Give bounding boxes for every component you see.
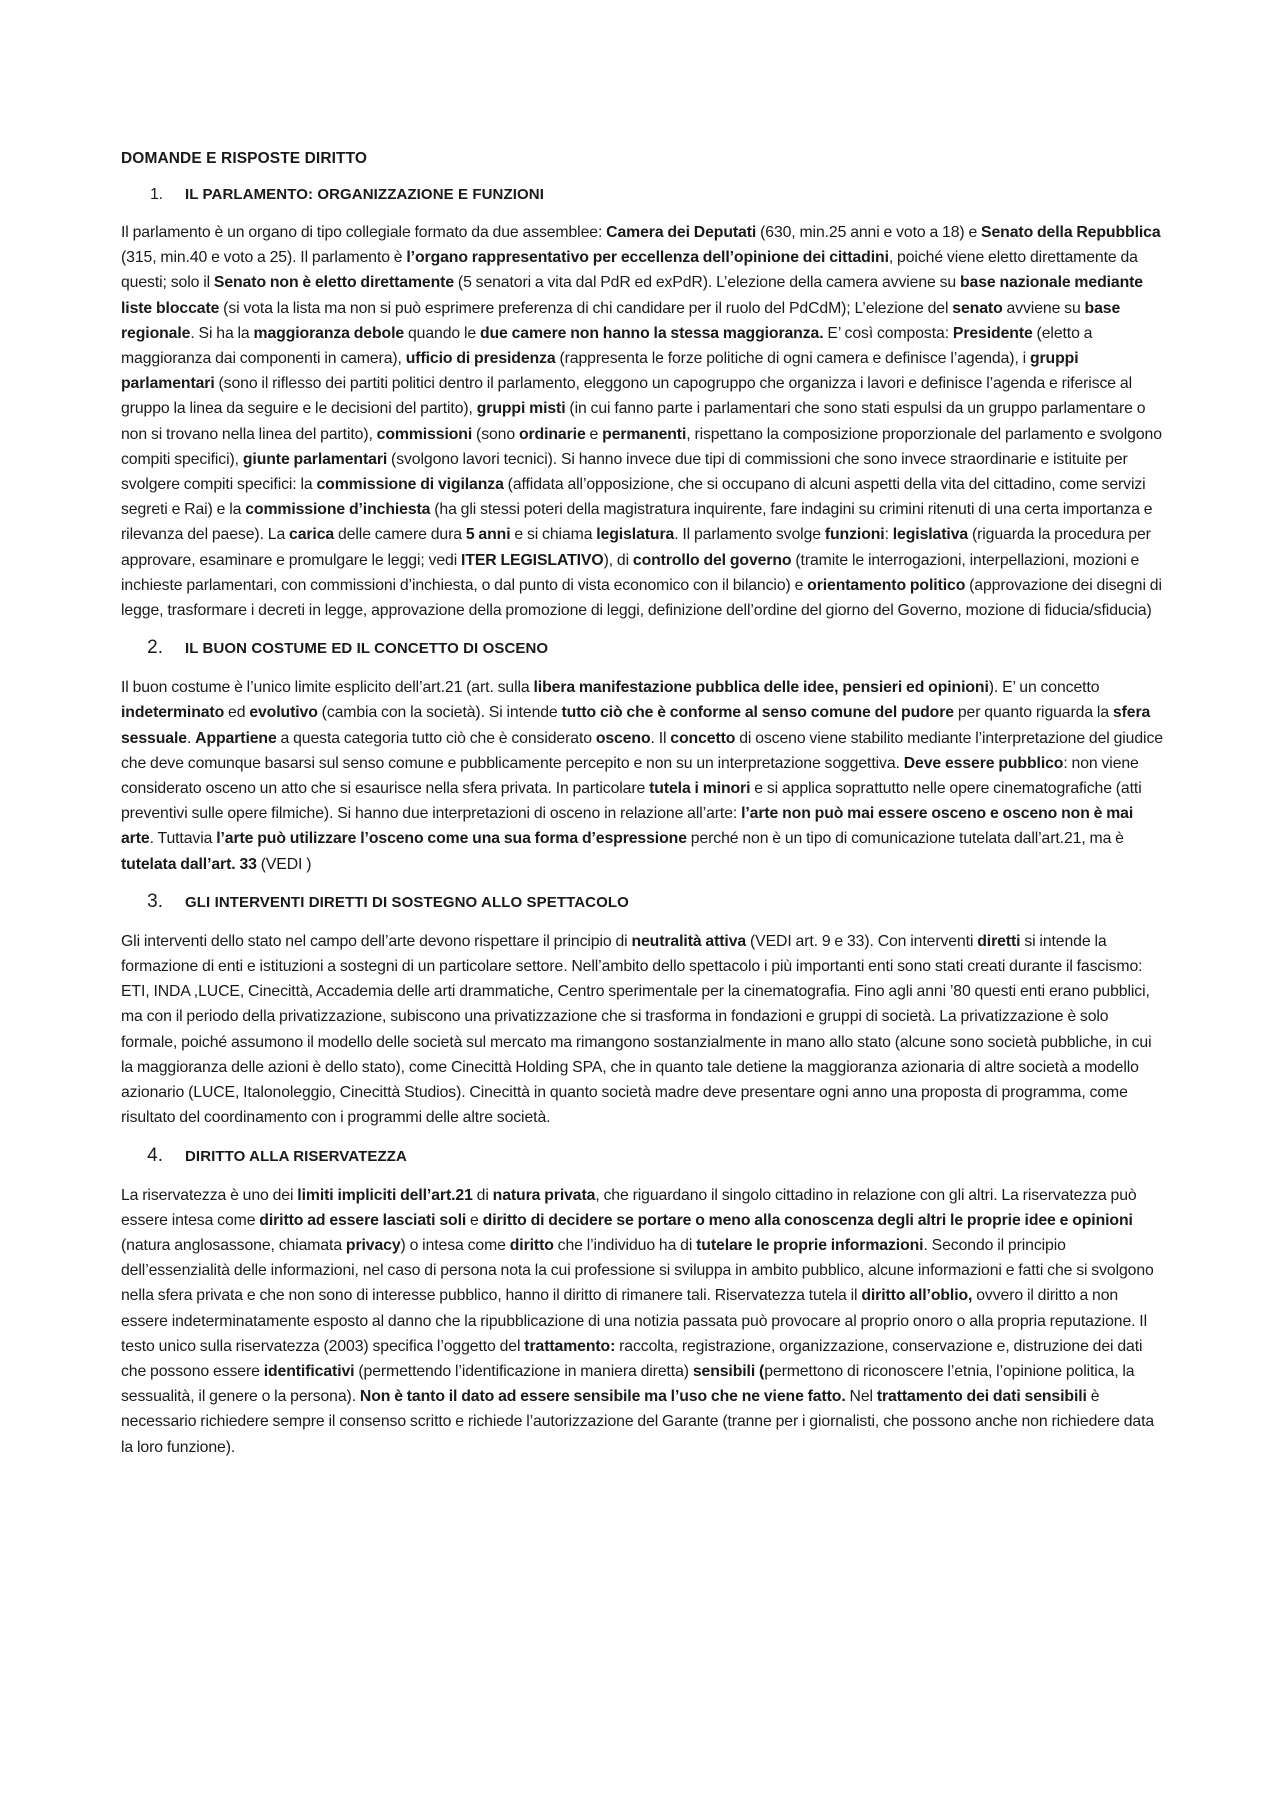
bold-text-run: gruppi parlamentari xyxy=(121,350,1079,393)
section-paragraph xyxy=(121,675,1164,877)
bold-text-run: diretti xyxy=(977,932,1021,950)
text-run: (cambia con la società). Si intende xyxy=(317,704,562,722)
text-run: , che riguardano il singolo cittadino in relazione con gli altri. La riservatezza può essere intesa come xyxy=(121,1186,1137,1229)
bold-text-run: senato xyxy=(952,299,1003,317)
bold-text-run: sensibili ( xyxy=(692,1362,765,1380)
text-run: è necessario richiedere sempre il consenso scritto e richiede l’autorizzazione del Garante (tranne per i giornalisti, che possono anche non richiedere data la loro funzione). xyxy=(121,1388,1155,1456)
text-run: per quanto riguarda la xyxy=(953,704,1113,722)
bold-text-run: ITER LEGISLATIVO xyxy=(461,551,604,569)
text-run: permettono di riconoscere l’etnia, l’opinione politica, la sessualità, il genere o la persona). xyxy=(121,1362,1135,1406)
text-run: (eletto a maggioranza dai componenti in camera), xyxy=(121,324,1093,368)
text-run: E’ così composta: xyxy=(823,324,953,342)
section-heading-4 xyxy=(121,1145,1164,1167)
bold-text-run: trattamento: xyxy=(524,1337,616,1355)
bold-text-run: ufficio di presidenza xyxy=(405,350,556,368)
text-run: e si applica soprattutto nelle opere cinematografiche (atti preventivi sulle opere filmiche). Si hanno due interpretazioni di osceno in relazione all’arte: xyxy=(121,780,1142,823)
bold-text-run: indeterminato xyxy=(121,704,225,722)
text-run: . Il xyxy=(650,729,671,747)
bold-text-run: l’arte non può mai essere osceno e osceno non è mai arte xyxy=(121,805,1134,848)
text-run: si intende la formazione di enti e istituzioni a sostegni di un particolare settore. Nell’ambito dello spettacolo i più importanti enti sono stati creati durante il fascismo: ETI, INDA ,LUCE, Cinecittà, Accademia delle arti drammatiche, Centro sperimentale per la cinematografia. Fino agli anni ’80 questi enti erano pubblici, ma con il periodo della privatizzazione, subiscono una privatizzazione che si trasforma in fondazioni e gruppi di società. La privatizzazione è solo formale, poiché assumono il modello delle società sul mercato ma rimangono sostanzialmente in mano allo stato (alcune sono società pubbliche, in cui la maggioranza delle azioni è dello stato), come Cinecittà Holding SPA, che in quanto tale detiene la maggioranza azionaria di altre società a modello azionario (LUCE, Italonoleggio, Cinecittà Studios). Cinecittà in quanto società madre deve presentare ogni anno una proposta di programma, come risultato del coordinamento con i programmi delle altre società. xyxy=(121,932,1152,1127)
text-run: ) o intesa come xyxy=(400,1236,510,1254)
section-title: GLI INTERVENTI DIRETTI DI SOSTEGNO ALLO SPETTACOLO xyxy=(185,893,629,911)
section-paragraph xyxy=(121,1183,1164,1460)
bold-text-run: commissioni xyxy=(376,425,473,443)
text-run: e xyxy=(585,425,603,443)
text-run: : xyxy=(884,526,893,544)
text-run: (permettendo l’identificazione in maniera diretta) xyxy=(354,1362,693,1380)
text-run: (affidata all’opposizione, che si occupano di alcuni aspetti della vita del cittadino, come servizi segreti e Rai) e la xyxy=(121,476,1146,519)
bold-text-run: concetto xyxy=(670,729,736,747)
text-run: (VEDI ) xyxy=(256,855,312,873)
bold-text-run: Deve essere pubblico xyxy=(903,754,1064,772)
text-run: . Il parlamento svolge xyxy=(674,526,825,544)
section-number: 3. xyxy=(147,890,163,912)
bold-text-run: identificativi xyxy=(263,1362,355,1380)
text-run: quando le xyxy=(404,324,480,342)
bold-text-run: diritto all’oblio, xyxy=(861,1287,973,1305)
text-run: perché non è un tipo di comunicazione tutelata dall’art.21, ma è xyxy=(686,830,1124,848)
bold-text-run: commissione d’inchiesta xyxy=(245,501,431,519)
text-run: e si chiama xyxy=(510,526,597,544)
text-run: raccolta, registrazione, organizzazione, conservazione e, distruzione dei dati che possono essere xyxy=(121,1337,1143,1380)
bold-text-run: Senato della Repubblica xyxy=(981,224,1161,241)
document-title: DOMANDE E RISPOSTE DIRITTO xyxy=(121,150,368,167)
section-number: 1. xyxy=(150,186,163,203)
bold-text-run: carica xyxy=(289,526,335,544)
text-run: (315, min.40 e voto a 25). Il parlamento è xyxy=(121,249,407,267)
bold-text-run: tutelare le proprie informazioni xyxy=(696,1236,924,1254)
text-run: (sono xyxy=(472,425,519,443)
text-run: (tramite le interrogazioni, interpellazioni, mozioni e inchieste parlamentari, con commissioni d’inchiesta, o dal punto di vista economico con il bilancio) e xyxy=(121,551,1140,594)
bold-text-run: Presidente xyxy=(952,324,1033,342)
bold-text-run: evolutivo xyxy=(249,704,318,722)
bold-text-run: maggioranza debole xyxy=(253,324,405,342)
text-run: ), di xyxy=(603,551,633,569)
bold-text-run: tutelata dall’art. 33 xyxy=(121,855,257,873)
section-title: IL BUON COSTUME ED IL CONCETTO DI OSCENO xyxy=(185,640,549,658)
text-run: Gli interventi dello stato nel campo dell’arte devono rispettare il principio di xyxy=(121,932,632,950)
text-run: . Si ha la xyxy=(190,324,254,342)
bold-text-run: due camere non hanno la stessa maggioranza. xyxy=(479,324,824,342)
bold-text-run: sfera sessuale xyxy=(121,704,1151,747)
text-run: e xyxy=(466,1211,483,1229)
section-title: DIRITTO ALLA RISERVATEZZA xyxy=(185,1147,407,1165)
bold-text-run: libera manifestazione pubblica delle idee, pensieri ed opinioni xyxy=(533,679,989,697)
bold-text-run: trattamento dei dati sensibili xyxy=(876,1388,1087,1406)
section-paragraph xyxy=(121,220,1164,623)
text-run: ed xyxy=(224,704,250,722)
text-run: (svolgono lavori tecnici). Si hanno invece due tipi di commissioni che sono invece straordinarie e istituite per svolgere compiti specifici: la xyxy=(121,450,1128,494)
bold-text-run: osceno xyxy=(595,729,651,747)
section-title: IL PARLAMENTO: ORGANIZZAZIONE E FUNZIONI xyxy=(185,186,544,203)
bold-text-run: Camera dei Deputati xyxy=(606,224,757,241)
bold-text-run: l’organo rappresentativo per eccellenza dell’opinione dei cittadini xyxy=(406,249,889,267)
text-run: , poiché viene eletto direttamente da questi; solo il xyxy=(121,249,1138,292)
text-run: , rispettano la composizione proporzionale del parlamento e svolgono compiti specifici), xyxy=(121,425,1162,468)
bold-text-run: 5 anni xyxy=(465,526,511,544)
bold-text-run: base regionale xyxy=(121,299,1121,342)
bold-text-run: Senato non è eletto direttamente xyxy=(213,274,455,292)
bold-text-run: diritto ad essere lasciati soli xyxy=(259,1211,467,1229)
text-run: Il parlamento è un organo di tipo collegiale formato da due assemblee: xyxy=(121,224,607,241)
text-run: (5 senatori a vita dal PdR ed exPdR). L’elezione della camera avviene su xyxy=(454,274,960,292)
bold-text-run: Non è tanto il dato ad essere sensibile ma l’uso che ne viene fatto. xyxy=(359,1388,846,1406)
bold-text-run: gruppi misti xyxy=(476,400,566,418)
text-run: di xyxy=(472,1186,493,1204)
text-run: a questa categoria tutto ciò che è considerato xyxy=(276,729,596,747)
bold-text-run: limiti impliciti dell’art.21 xyxy=(297,1186,473,1204)
bold-text-run: ordinarie xyxy=(518,425,586,443)
text-run: Il buon costume è l’unico limite esplicito dell’art.21 (art. sulla xyxy=(121,679,534,697)
bold-text-run: natura privata xyxy=(492,1186,596,1204)
bold-text-run: controllo del governo xyxy=(632,551,792,569)
bold-text-run: legislatura xyxy=(596,526,675,544)
bold-text-run: funzioni xyxy=(824,526,885,544)
text-run: . xyxy=(186,729,196,747)
bold-text-run: l’arte può utilizzare l’osceno come una sua forma d’espressione xyxy=(216,830,687,848)
section-number: 4. xyxy=(147,1144,163,1166)
text-run: ovvero il diritto a non essere indeterminatamente esposto al danno che la ripubblicazione di una notizia passata può provocare al proprio onoro o alla propria reputazione. Il testo unico sulla riservatezza (2003) specifica l’oggetto del xyxy=(121,1287,1147,1355)
section-heading-3 xyxy=(121,891,1164,913)
bold-text-run: diritto xyxy=(509,1236,554,1254)
text-run: : non viene considerato osceno un atto che si esaurisce nella sfera privata. In particolare xyxy=(121,754,1139,798)
text-run: (630, min.25 anni e voto a 18) e xyxy=(756,224,982,241)
text-run: (si vota la lista ma non si può esprimere preferenza di chi candidare per il ruolo del PdCdM); L’elezione del xyxy=(219,299,953,317)
text-run: Nel xyxy=(845,1388,877,1406)
text-run: (sono il riflesso dei partiti politici dentro il parlamento, eleggono un capogruppo che organizza i lavori e definisce l’agenda e riferisce al gruppo la linea da seguire e le decisioni del partito), xyxy=(121,375,1132,418)
text-run: di osceno viene stabilito mediante l’interpretazione del giudice che deve comunque basarsi sul senso comune e pubblicamente percepito e non su un interpretazione soggettiva. xyxy=(121,729,1163,772)
bold-text-run: privacy xyxy=(345,1236,401,1254)
text-run: (VEDI art. 9 e 33). Con interventi xyxy=(746,932,978,950)
bold-text-run: commissione di vigilanza xyxy=(316,476,504,494)
text-run: avviene su xyxy=(1002,299,1085,317)
bold-text-run: giunte parlamentari xyxy=(242,450,388,468)
text-run: (in cui fanno parte i parlamentari che sono stati espulsi da un gruppo parlamentare o non si trovano nella linea del partito), xyxy=(121,400,1146,443)
bold-text-run: base nazionale mediante liste bloccate xyxy=(121,274,1143,317)
text-run: (approvazione dei disegni di legge, trasformare i decreti in legge, approvazione della promozione di leggi, definizione dell’ordine del giorno del Governo, mozione di fiducia/sfiducia) xyxy=(121,576,1162,620)
section-heading-1 xyxy=(121,186,1164,204)
text-run: delle camere dura xyxy=(334,526,466,544)
section-paragraph xyxy=(121,929,1164,1131)
text-run: (rappresenta le forze politiche di ogni camera e definisce l’agenda), i xyxy=(555,350,1030,368)
text-run: . Tuttavia xyxy=(149,830,217,848)
text-run: (riguarda la procedura per approvare, esaminare e promulgare le leggi; vedi xyxy=(121,526,1151,569)
text-run: . Secondo il principio dell’essenzialità delle informazioni, nel caso di persona nota la cui professione si sviluppa in ambito pubblico, alcune informazioni e fatti che si svolgono nella sfera privata e che non sono di interesse pubblico, hanno il diritto di rimanere tali. Riservatezza tutela il xyxy=(121,1236,1154,1305)
text-run: ). E’ un concetto xyxy=(988,679,1100,697)
section-heading-2 xyxy=(121,637,1164,659)
bold-text-run: diritto di decidere se portare o meno alla conoscenza degli altri le proprie idee e opinioni xyxy=(482,1211,1133,1229)
bold-text-run: neutralità attiva xyxy=(631,932,747,950)
bold-text-run: legislativa xyxy=(892,526,969,544)
text-run: che l’individuo ha di xyxy=(553,1236,697,1254)
text-run: La riservatezza è uno dei xyxy=(121,1186,298,1204)
text-run: (ha gli stessi poteri della magistratura inquirente, fare indagini su crimini ritenuti di una certa importanza e rilevanza del paese). La xyxy=(121,501,1153,544)
bold-text-run: Appartiene xyxy=(195,729,277,747)
text-run: (natura anglosassone, chiamata xyxy=(121,1236,346,1254)
bold-text-run: tutto ciò che è conforme al senso comune del pudore xyxy=(561,704,954,722)
bold-text-run: tutela i minori xyxy=(649,780,751,798)
bold-text-run: permanenti xyxy=(602,425,687,443)
bold-text-run: orientamento politico xyxy=(807,576,966,594)
section-number: 2. xyxy=(147,637,163,659)
